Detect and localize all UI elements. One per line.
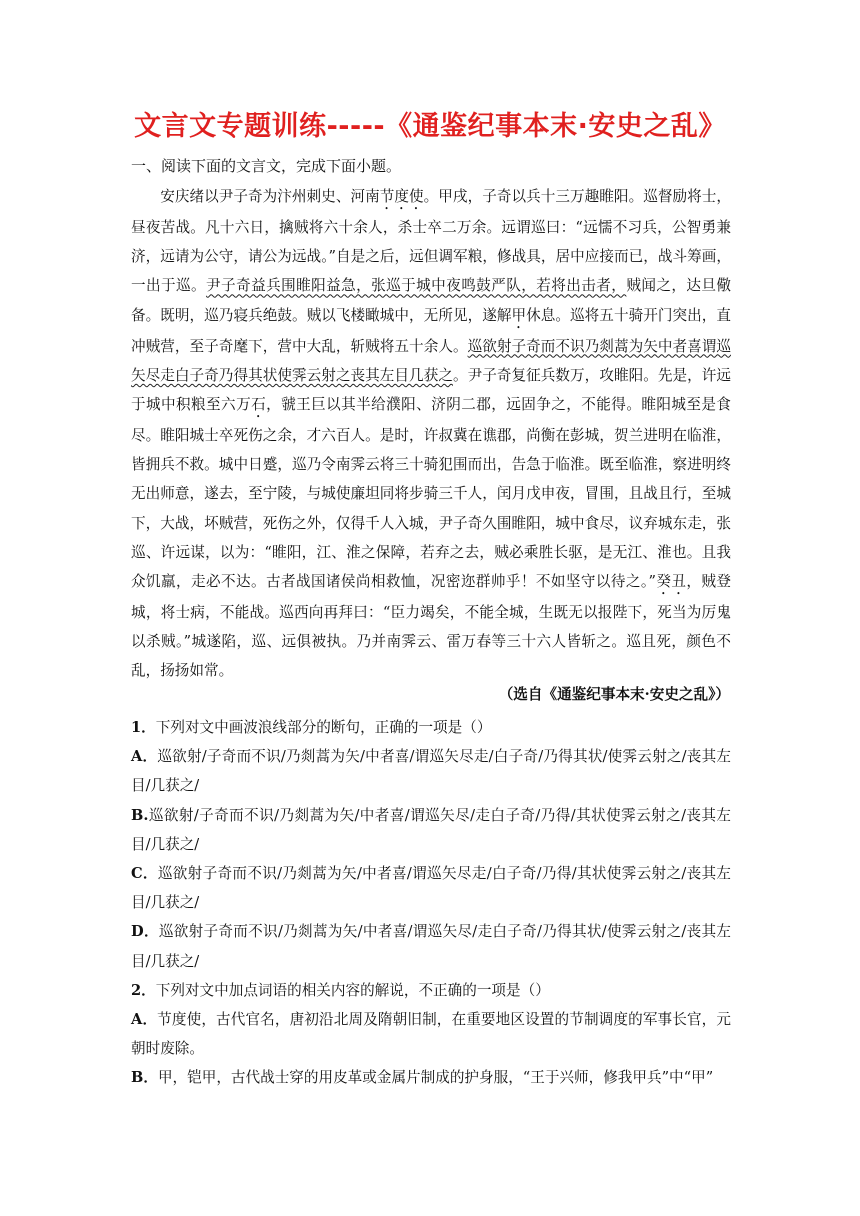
wavy-underlined-sentence: 巡欲射子奇而不识乃剡蒿为矢中者喜谓巡矢尽走白子奇乃得其状使霁云射之丧其左目几获之 <box>131 337 731 384</box>
option-label: A． <box>131 1011 158 1029</box>
passage-text: 休息。巡将五十骑开门突出，直冲贼营，至子奇麾下，营中大乱，斩贼将五十余人。 <box>131 306 731 355</box>
option-label: B. <box>131 806 149 824</box>
option-c[interactable] <box>131 859 731 917</box>
option-a[interactable] <box>131 742 731 800</box>
question-1 <box>131 713 731 976</box>
option-text: 节度使，古代官名，唐初沿北周及隋朝旧制，在重要地区设置的节制调度的军事长官，元朝时废除。 <box>131 1011 731 1058</box>
passage-text: ，虢王巨以其半给濮阳、济阴二郡，远固争之，不能得。睢阳城至是食尽。睢阳城士卒死伤之余，才六百人。是时，许叔冀在谯郡，尚衡在彭城，贺兰进明在临淮，皆拥兵不救。城中日蹙，巡乃令南霁云将三十骑犯围而出，告急于临淮。既至临淮，察进明终无出师意，遂去，至宁陵，与城使廉坦同将步骑三千人，闰月戊申夜，冒围，且战且行，至城下，大战，坏贼营，死伤之外，仅得千人入城，尹子奇久围睢阳，城中食尽，议弃城东走，张巡、许远谋，以为：“睢阳，江、淮之保障，若弃之去，贼必乘胜长驱，是无江、淮也。且我众饥羸，走必不达。古者战国诸侯尚相救恤，况密迩群帅乎！不如坚守以待之。” <box>131 396 731 591</box>
dotted-term-shi: 石 <box>251 396 267 414</box>
passage-text: 安庆绪以尹子奇为汴州刺史、河南 <box>160 188 380 205</box>
dotted-term-guichou: 癸丑 <box>656 573 687 591</box>
option-label: D． <box>131 923 159 941</box>
option-text: 甲，铠甲，古代战士穿的用皮革或金属片制成的护身服，“王于兴师，修我甲兵”中“甲” <box>157 1069 714 1087</box>
section-heading: 一、阅读下面的文言文，完成下面小题。 <box>131 157 402 175</box>
dotted-term-jia: 甲 <box>511 306 527 324</box>
option-label: B． <box>131 1069 158 1087</box>
question-stem <box>131 713 731 742</box>
option-text: 巡欲射子奇而不识/乃剡蒿为矢/中者喜/谓巡矢尽走/白子奇/乃得/其状使霁云射之/丧其左目/几获之/ <box>131 865 732 912</box>
dotted-term-jiedushi: 节度使 <box>379 188 424 205</box>
passage-paragraph <box>131 182 731 686</box>
option-text: 巡欲射/子奇而不识/乃剡蒿为矢/中者喜/谓巡矢尽走/白子奇/乃得其状/使霁云射之/丧其左目/几获之/ <box>131 748 732 795</box>
option-text: 巡欲射子奇而不识/乃剡蒿为矢/中者喜/谓巡矢尽/走白子奇/乃得其状/使霁云射之/丧其左目/几获之/ <box>131 923 732 970</box>
question-stem <box>131 976 731 1005</box>
passage-text: 。尹子奇复征兵数万，攻睢阳。先是，许远于城中积粮至六万 <box>131 366 731 414</box>
underlined-sentence: 尹子奇益兵围睢阳益急，张巡于城中夜鸣鼓严队，若将出击者， <box>206 277 627 295</box>
question-number: 2． <box>131 981 156 999</box>
passage-source: （选自《通鉴纪事本末·安史之乱》） <box>498 686 730 703</box>
question-2 <box>131 976 731 1093</box>
option-d[interactable] <box>131 917 731 975</box>
passage-text: 贼闻之，达旦儆备。既明，巡乃寝兵绝鼓。贼以飞楼瞰城中，无所见，遂解 <box>131 277 731 324</box>
question-text: 下列对文中加点词语的相关内容的解说，不正确的一项是（） <box>155 981 550 999</box>
option-a[interactable] <box>131 1005 731 1063</box>
option-label: A． <box>131 748 158 766</box>
passage-text: ，贼登城，将士病，不能战。巡西向再拜曰：“臣力竭矣，不能全城，生既无以报陛下，死当为厉鬼以杀贼。”城遂陷，巡、远俱被执。乃并南霁云、雷万春等三十六人皆斩之。巡且死，颜色不乱，扬扬如常。 <box>131 573 731 680</box>
passage-text: 。甲戌，子奇以兵十三万趣睢阳。巡督励将士，昼夜苦战。凡十六日，擒贼将六十余人，杀士卒二万余。远谓巡曰：“远懦不习兵，公智勇兼济，远请为公守，请公为远战。”自是之后，远但调军粮，修战具，居中应接而已，战斗筹画，一出于巡。 <box>131 188 731 295</box>
classical-passage <box>131 182 731 686</box>
question-text: 下列对文中画波浪线部分的断句，正确的一项是（） <box>155 719 492 736</box>
option-text: 巡欲射/子奇而不识/乃剡蒿为矢/中者喜/谓巡矢尽/走白子奇/乃得/其状使霁云射之/丧其左目/几获之/ <box>131 806 731 853</box>
page-title: 文言文专题训练-----《通鉴纪事本末·安史之乱》 <box>134 111 726 142</box>
option-b[interactable] <box>131 801 731 859</box>
option-b[interactable] <box>131 1063 731 1092</box>
question-number: 1． <box>131 719 156 736</box>
option-label: C． <box>131 865 158 883</box>
question-list <box>131 713 731 1093</box>
